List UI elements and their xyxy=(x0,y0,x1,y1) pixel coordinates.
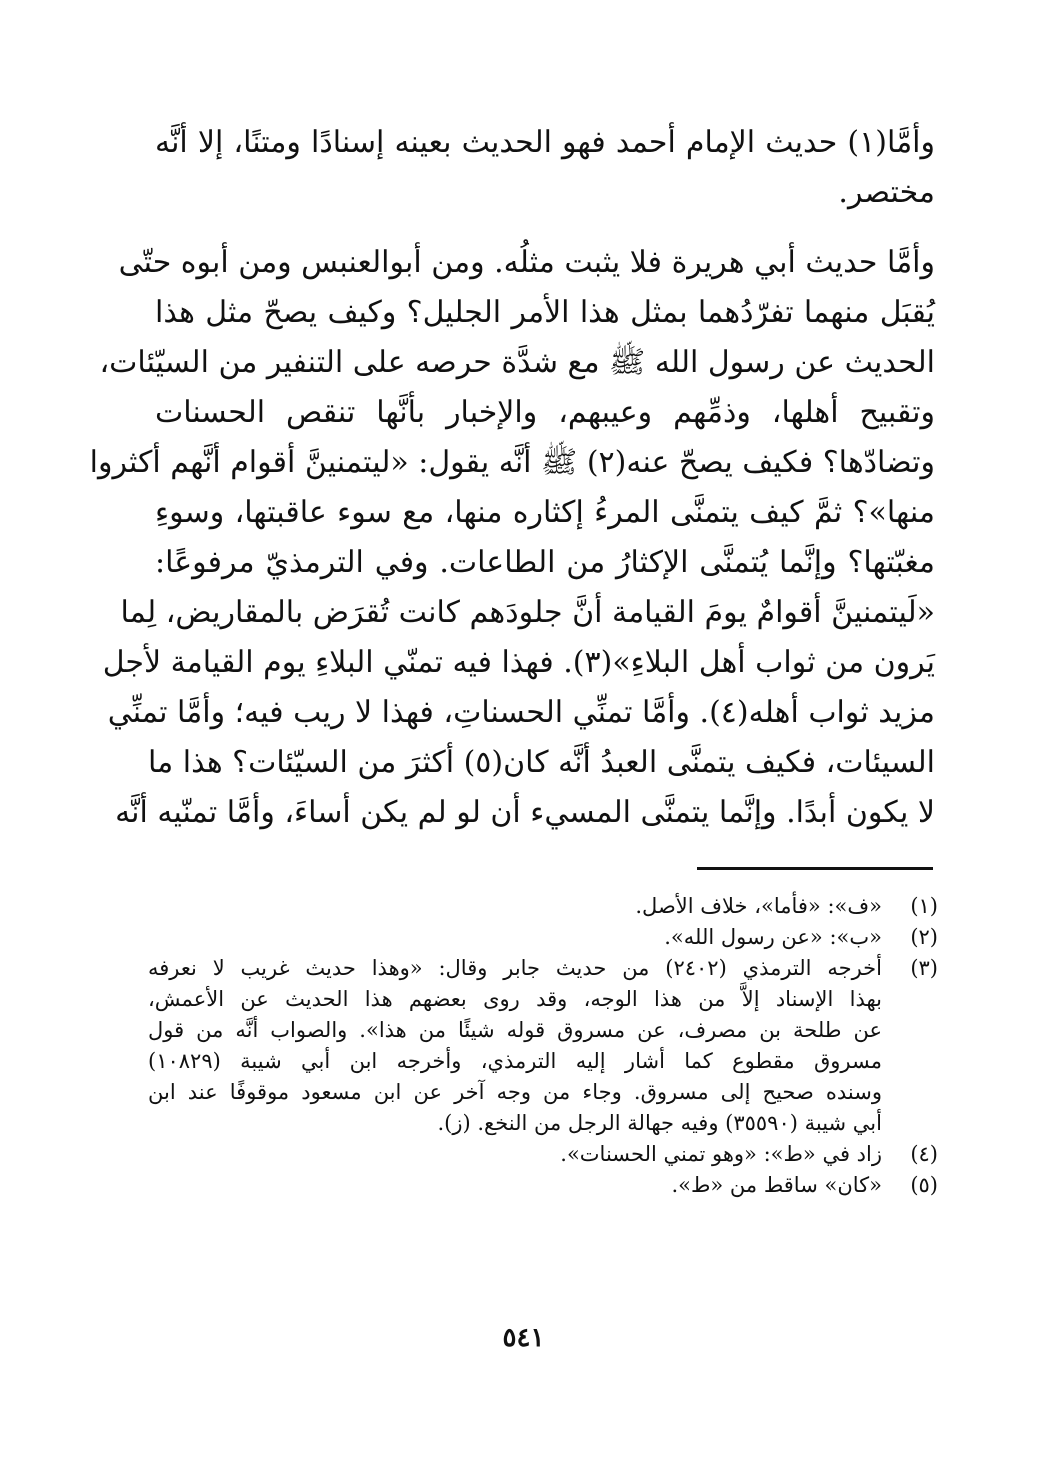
footnote-line: أبي شيبة (٣٥٥٩٠) وفيه جهالة الرجل من النخع. (ز). xyxy=(437,1111,882,1135)
footnote-line: «ف»: «فأما»، خلاف الأصل. xyxy=(635,894,882,918)
footnote xyxy=(148,953,938,1139)
page-number: ٥٤١ xyxy=(502,1323,545,1353)
footnote xyxy=(148,891,938,922)
paragraph-1 xyxy=(155,118,935,218)
footnote-number: (٣) xyxy=(910,956,938,980)
footnote-line: زاد في «ط»: «وهو تمني الحسنات». xyxy=(560,1142,882,1166)
text-line: وأمَّا حديث أبي هريرة فلا يثبت مثلُه. ومن أبوالعنبس ومن أبوه حتّى xyxy=(118,245,935,280)
footnote-number: (١) xyxy=(910,894,938,918)
footnote-line: مسروق مقطوع كما أشار إليه الترمذي، وأخرجه ابن أبي شيبة (١٠٨٢٩) xyxy=(148,1049,882,1073)
paragraph-gap xyxy=(155,218,935,238)
text-line: منها»؟ ثمَّ كيف يتمنَّى المرءُ إكثاره منها، مع سوء عاقبتها، وسوءِ xyxy=(155,495,935,530)
footnote-separator xyxy=(697,867,933,870)
footnote-line: «كان» ساقط من «ط». xyxy=(671,1173,882,1197)
footnote-line: «ب»: «عن رسول الله». xyxy=(664,925,882,949)
text-line: لا يكون أبدًا. وإنَّما يتمنَّى المسيء أن لو لم يكن أساءَ، وأمَّا تمنّيه أنَّه xyxy=(115,795,935,830)
footnote-text xyxy=(148,1170,882,1201)
footnote-line: بهذا الإسناد إلاَّ من هذا الوجه، وقد روى بعضهم هذا الحديث عن الأعمش، xyxy=(148,987,882,1011)
text-line: «لَيتمنينَّ أقوامٌ يومَ القيامة أنَّ جلودَهم كانت تُقرَض بالمقاريض، لِما xyxy=(120,595,935,630)
text-line: وتضادّها؟ فكيف يصحّ عنه(٢) ﷺ أنَّه يقول: «ليتمنينَّ أقوام أنَّهم أكثروا xyxy=(89,445,935,480)
footnote-text xyxy=(148,953,882,1139)
text-line: يَرون من ثواب أهل البلاءِ»(٣). فهذا فيه تمنّي البلاءِ يوم القيامة لأجل xyxy=(102,645,935,680)
footnote-text xyxy=(148,922,882,953)
text-line: الحديث عن رسول الله ﷺ مع شدَّة حرصه على التنفير من السيّئات، xyxy=(99,345,935,380)
footnote-number: (٢) xyxy=(910,925,938,949)
footnote-line: عن طلحة بن مصرف، عن مسروق قوله شيئًا من هذا». والصواب أنَّه من قول xyxy=(148,1018,882,1042)
text-line: مغبّتها؟ وإنَّما يُتمنَّى الإكثارُ من الطاعات. وفي الترمذيّ مرفوعًا: xyxy=(155,545,935,580)
footnote xyxy=(148,1170,938,1201)
footnote-text xyxy=(148,891,882,922)
footnote-line: أخرجه الترمذي (٢٤٠٢) من حديث جابر وقال: «وهذا حديث غريب لا نعرفه xyxy=(148,956,882,980)
paragraph-2 xyxy=(89,238,935,838)
footnote xyxy=(148,922,938,953)
main-text xyxy=(89,118,935,838)
footnote-text xyxy=(148,1139,882,1170)
text-line: مزيد ثواب أهله(٤). وأمَّا تمنِّي الحسناتِ، فهذا لا ريب فيه؛ وأمَّا تمنِّي xyxy=(107,695,935,730)
text-line: وأمَّا(١) حديث الإمام أحمد فهو الحديث بعينه إسنادًا ومتنًا، إلا أنَّه xyxy=(155,125,935,160)
text-line: السيئات، فكيف يتمنَّى العبدُ أنَّه كان(٥) أكثرَ من السيّئات؟ هذا ما xyxy=(148,745,935,780)
footnote-number: (٥) xyxy=(910,1173,938,1197)
footnote-line: وسنده صحيح إلى مسروق. وجاء من وجه آخر عن ابن مسعود موقوفًا عند ابن xyxy=(148,1080,882,1104)
footnote xyxy=(148,1139,938,1170)
footnote-number: (٤) xyxy=(910,1142,938,1166)
text-line: مختصر. xyxy=(838,175,935,210)
footnotes xyxy=(148,891,938,1201)
text-line: وتقبيح أهلها، وذمِّهم وعيبهم، والإخبار بأنَّها تنقص الحسنات xyxy=(155,395,935,430)
text-line: يُقبَل منهما تفرّدُهما بمثل هذا الأمر الجليل؟ وكيف يصحّ مثل هذا xyxy=(155,295,935,330)
